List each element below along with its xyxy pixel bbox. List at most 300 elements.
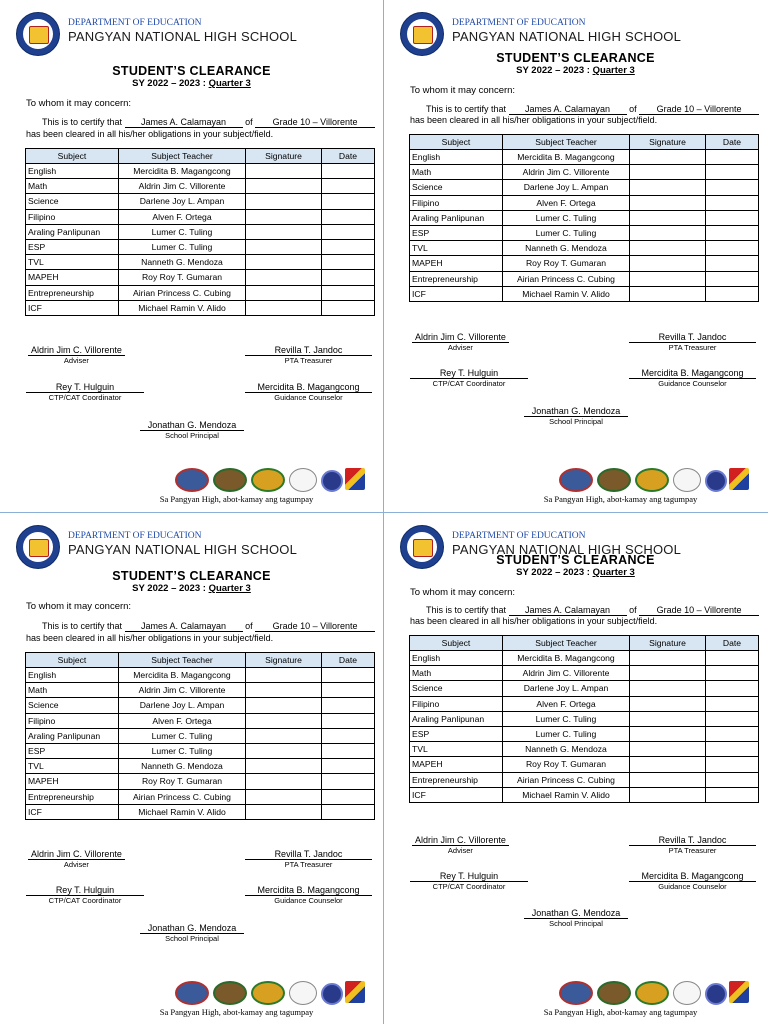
school-motto: Sa Pangyan High, abot-kamay ang tagumpay (159, 494, 314, 504)
subject-cell: Science (26, 698, 119, 713)
pta-signature (629, 332, 756, 352)
teacher-cell: Aldrin Jim C. Villorente (503, 666, 630, 681)
school-motto: Sa Pangyan High, abot-kamay ang tagumpay (159, 1007, 314, 1017)
column-header: Subject Teacher (119, 653, 246, 668)
column-header: Subject (410, 135, 503, 150)
pta-role: PTA Treasurer (284, 860, 333, 869)
teacher-cell: Michael Ramin V. Alido (119, 300, 246, 315)
guidance-role: Guidance Counselor (274, 393, 343, 402)
clearance-card (0, 513, 383, 1025)
principal-role: School Principal (165, 431, 219, 440)
pta-signature (629, 835, 756, 855)
table-row (26, 743, 375, 758)
bagong-pilipinas-icon (729, 981, 749, 1003)
adviser-role: Adviser (447, 846, 473, 855)
date-cell[interactable] (322, 774, 375, 789)
signature-cell[interactable] (630, 742, 706, 757)
date-cell[interactable] (322, 804, 375, 819)
table-header-row (26, 653, 375, 668)
date-cell[interactable] (706, 681, 759, 696)
guidance-name: Mercidita B. Magangcong (245, 885, 372, 896)
signature-cell[interactable] (630, 757, 706, 772)
ctp-name: Rey T. Hulguin (410, 871, 528, 882)
table-row (26, 698, 375, 713)
pta-name: Revilla T. Jandoc (629, 332, 756, 343)
signature-cell[interactable] (630, 651, 706, 666)
teacher-cell: Alven F. Ortega (503, 195, 630, 210)
date-cell[interactable] (322, 759, 375, 774)
teacher-cell: Alven F. Ortega (119, 209, 246, 224)
date-cell[interactable] (322, 668, 375, 683)
subject-cell: Math (26, 683, 119, 698)
date-cell[interactable] (706, 165, 759, 180)
adviser-signature (412, 835, 509, 855)
grade-section: Grade 10 – Villorente (255, 117, 375, 128)
student-name: James A. Calamayan (125, 117, 243, 128)
school-name: PANGYAN NATIONAL HIGH SCHOOL (452, 542, 682, 557)
column-header: Subject Teacher (503, 135, 630, 150)
guidance-signature (629, 871, 756, 891)
column-header: Subject (26, 149, 119, 164)
signature-cell[interactable] (246, 255, 322, 270)
quarter: Quarter 3 (592, 567, 635, 578)
signature-cell[interactable] (246, 164, 322, 179)
date-cell[interactable] (706, 241, 759, 256)
subject-cell: ICF (410, 286, 503, 301)
bagong-pilipinas-icon (345, 468, 365, 490)
subject-cell: English (26, 668, 119, 683)
document-title: STUDENT’S CLEARANCE (496, 553, 655, 567)
emblem-4-icon (289, 981, 317, 1005)
date-cell[interactable] (706, 726, 759, 741)
date-cell[interactable] (322, 270, 375, 285)
date-cell[interactable] (322, 194, 375, 209)
signature-cell[interactable] (246, 179, 322, 194)
date-cell[interactable] (706, 696, 759, 711)
signature-cell[interactable] (246, 804, 322, 819)
emblem-1-icon (559, 981, 593, 1005)
signature-cell[interactable] (246, 668, 322, 683)
teacher-cell: Michael Ramin V. Alido (503, 787, 630, 802)
grade-section: Grade 10 – Villorente (639, 104, 759, 115)
student-name: James A. Calamayan (509, 605, 627, 616)
adviser-name: Aldrin Jim C. Villorente (412, 332, 509, 343)
signature-cell[interactable] (630, 666, 706, 681)
date-cell[interactable] (322, 713, 375, 728)
table-row (26, 209, 375, 224)
subject-cell: Entrepreneurship (410, 271, 503, 286)
clearance-table (25, 652, 375, 820)
department-name: DEPARTMENT OF EDUCATION (68, 531, 202, 541)
deped-seal-icon (705, 470, 727, 492)
signature-cell[interactable] (630, 180, 706, 195)
subject-cell: TVL (26, 255, 119, 270)
signature-cell[interactable] (630, 696, 706, 711)
signature-cell[interactable] (246, 209, 322, 224)
date-cell[interactable] (706, 742, 759, 757)
subject-cell: MAPEH (26, 774, 119, 789)
date-cell[interactable] (706, 256, 759, 271)
date-cell[interactable] (706, 651, 759, 666)
signature-cell[interactable] (630, 271, 706, 286)
table-row (26, 239, 375, 254)
clearance-table (409, 635, 759, 803)
table-row (26, 224, 375, 239)
teacher-cell: Mercidita B. Magangcong (119, 668, 246, 683)
subject-cell: Araling Panlipunan (410, 210, 503, 225)
subject-cell: Araling Panlipunan (410, 711, 503, 726)
school-year-label: SY 2022 – 2023 : (516, 567, 590, 578)
subject-cell: Science (410, 180, 503, 195)
date-cell[interactable] (706, 180, 759, 195)
quarter: Quarter 3 (592, 65, 635, 76)
signature-cell[interactable] (630, 165, 706, 180)
subject-cell: ICF (26, 804, 119, 819)
table-header-row (26, 149, 375, 164)
ctp-role: CTP/CAT Coordinator (48, 896, 122, 905)
document-title: STUDENT’S CLEARANCE (496, 51, 655, 65)
signature-cell[interactable] (246, 698, 322, 713)
table-row (26, 713, 375, 728)
subject-cell: ESP (410, 225, 503, 240)
school-year-label: SY 2022 – 2023 : (516, 65, 590, 76)
signature-cell[interactable] (246, 774, 322, 789)
certify-prefix: This is to certify that (42, 117, 123, 127)
table-row (410, 256, 759, 271)
emblem-4-icon (673, 468, 701, 492)
emblem-1-icon (559, 468, 593, 492)
subject-cell: Math (410, 165, 503, 180)
teacher-cell: Roy Roy T. Gumaran (119, 774, 246, 789)
principal-signature (524, 908, 628, 928)
student-name: James A. Calamayan (509, 104, 627, 115)
cleared-statement: has been cleared in all his/her obligations in your subject/field. (26, 633, 274, 643)
signature-cell[interactable] (630, 150, 706, 165)
teacher-cell: Lumer C. Tuling (119, 239, 246, 254)
emblem-3-icon (251, 468, 285, 492)
date-cell[interactable] (706, 666, 759, 681)
principal-signature (524, 406, 628, 426)
subject-cell: ESP (410, 726, 503, 741)
deped-seal-icon (321, 470, 343, 492)
table-row (410, 210, 759, 225)
subject-cell: TVL (26, 759, 119, 774)
document-title: STUDENT’S CLEARANCE (112, 64, 271, 78)
table-row (410, 681, 759, 696)
teacher-cell: Lumer C. Tuling (503, 225, 630, 240)
adviser-name: Aldrin Jim C. Villorente (28, 345, 125, 356)
table-body (410, 651, 759, 803)
table-row (26, 683, 375, 698)
teacher-cell: Lumer C. Tuling (119, 743, 246, 758)
table-row (410, 726, 759, 741)
date-cell[interactable] (706, 757, 759, 772)
adviser-signature (28, 849, 125, 869)
date-cell[interactable] (706, 271, 759, 286)
teacher-cell: Roy Roy T. Gumaran (503, 757, 630, 772)
date-cell[interactable] (706, 210, 759, 225)
date-cell[interactable] (322, 300, 375, 315)
teacher-cell: Airian Princess C. Cubing (503, 271, 630, 286)
table-row (410, 180, 759, 195)
date-cell[interactable] (706, 225, 759, 240)
date-cell[interactable] (706, 787, 759, 802)
subject-cell: Science (26, 194, 119, 209)
teacher-cell: Airian Princess C. Cubing (119, 789, 246, 804)
certify-prefix: This is to certify that (42, 621, 123, 631)
teacher-cell: Aldrin Jim C. Villorente (119, 179, 246, 194)
emblem-4-icon (673, 981, 701, 1005)
teacher-cell: Lumer C. Tuling (503, 726, 630, 741)
table-body (26, 164, 375, 316)
school-name: PANGYAN NATIONAL HIGH SCHOOL (452, 29, 682, 44)
date-cell[interactable] (322, 285, 375, 300)
teacher-cell: Lumer C. Tuling (503, 210, 630, 225)
signature-cell[interactable] (630, 225, 706, 240)
school-year (384, 567, 767, 578)
table-row (26, 270, 375, 285)
signature-cell[interactable] (630, 195, 706, 210)
emblem-2-icon (597, 981, 631, 1005)
teacher-cell: Nanneth G. Mendoza (119, 255, 246, 270)
subject-cell: Filipino (26, 209, 119, 224)
table-row (26, 255, 375, 270)
teacher-cell: Mercidita B. Magangcong (119, 164, 246, 179)
cleared-statement: has been cleared in all his/her obligations in your subject/field. (410, 616, 658, 626)
emblem-2-icon (213, 468, 247, 492)
guidance-signature (245, 382, 372, 402)
school-year (0, 78, 383, 89)
emblem-3-icon (251, 981, 285, 1005)
subject-cell: Araling Panlipunan (26, 728, 119, 743)
date-cell[interactable] (706, 286, 759, 301)
teacher-cell: Aldrin Jim C. Villorente (119, 683, 246, 698)
student-name: James A. Calamayan (125, 621, 243, 632)
emblem-row (559, 468, 749, 494)
date-cell[interactable] (322, 728, 375, 743)
signature-cell[interactable] (630, 241, 706, 256)
date-cell[interactable] (322, 209, 375, 224)
table-row (26, 728, 375, 743)
table-row (410, 651, 759, 666)
signature-cell[interactable] (246, 285, 322, 300)
emblem-1-icon (175, 468, 209, 492)
table-row (410, 165, 759, 180)
subject-cell: Filipino (410, 195, 503, 210)
quarter: Quarter 3 (208, 78, 251, 89)
emblem-row (175, 981, 365, 1007)
column-header: Subject Teacher (119, 149, 246, 164)
pta-signature (245, 345, 372, 365)
date-cell[interactable] (322, 179, 375, 194)
subject-cell: Entrepreneurship (410, 772, 503, 787)
table-row (26, 179, 375, 194)
principal-role: School Principal (549, 417, 603, 426)
school-name: PANGYAN NATIONAL HIGH SCHOOL (68, 542, 298, 557)
teacher-cell: Alven F. Ortega (503, 696, 630, 711)
date-cell[interactable] (322, 698, 375, 713)
salutation: To whom it may concern: (26, 98, 132, 109)
certify-prefix: This is to certify that (426, 605, 507, 615)
date-cell[interactable] (322, 164, 375, 179)
emblem-3-icon (635, 468, 669, 492)
signature-cell[interactable] (630, 256, 706, 271)
adviser-name: Aldrin Jim C. Villorente (28, 849, 125, 860)
teacher-cell: Michael Ramin V. Alido (119, 804, 246, 819)
department-name: DEPARTMENT OF EDUCATION (452, 531, 586, 541)
teacher-cell: Roy Roy T. Gumaran (503, 256, 630, 271)
column-header: Subject (26, 653, 119, 668)
emblem-2-icon (213, 981, 247, 1005)
table-header-row (410, 636, 759, 651)
ctp-role: CTP/CAT Coordinator (48, 393, 122, 402)
teacher-cell: Darlene Joy L. Ampan (119, 194, 246, 209)
school-motto: Sa Pangyan High, abot-kamay ang tagumpay (543, 494, 698, 504)
signature-cell[interactable] (246, 683, 322, 698)
teacher-cell: Aldrin Jim C. Villorente (503, 165, 630, 180)
school-year (384, 65, 767, 76)
ctp-role: CTP/CAT Coordinator (432, 882, 506, 891)
subject-cell: ESP (26, 239, 119, 254)
table-row (26, 285, 375, 300)
table-row (26, 164, 375, 179)
column-header: Signature (246, 653, 322, 668)
ctp-signature (26, 382, 144, 402)
pta-name: Revilla T. Jandoc (629, 835, 756, 846)
signature-cell[interactable] (246, 300, 322, 315)
salutation: To whom it may concern: (26, 601, 132, 612)
table-row (26, 300, 375, 315)
date-cell[interactable] (706, 711, 759, 726)
school-seal-icon (16, 12, 60, 56)
emblem-row (559, 981, 749, 1007)
deped-seal-icon (321, 983, 343, 1005)
date-cell[interactable] (706, 195, 759, 210)
column-header: Date (322, 653, 375, 668)
ctp-signature (26, 885, 144, 905)
certify-of: of (629, 104, 637, 114)
adviser-signature (412, 332, 509, 352)
certification-line (426, 605, 759, 616)
certification-line (426, 104, 759, 115)
certification-line (42, 621, 375, 632)
teacher-cell: Michael Ramin V. Alido (503, 286, 630, 301)
school-seal-icon (400, 12, 444, 56)
signature-cell[interactable] (630, 772, 706, 787)
teacher-cell: Lumer C. Tuling (119, 728, 246, 743)
column-header: Date (706, 135, 759, 150)
guidance-signature (629, 368, 756, 388)
date-cell[interactable] (706, 772, 759, 787)
principal-role: School Principal (549, 919, 603, 928)
certify-of: of (245, 621, 253, 631)
school-name: PANGYAN NATIONAL HIGH SCHOOL (68, 29, 298, 44)
subject-cell: ESP (26, 743, 119, 758)
subject-cell: English (26, 164, 119, 179)
column-header: Subject Teacher (503, 636, 630, 651)
subject-cell: MAPEH (410, 757, 503, 772)
salutation: To whom it may concern: (410, 587, 516, 598)
school-seal-icon (16, 525, 60, 569)
column-header: Signature (630, 636, 706, 651)
adviser-role: Adviser (63, 356, 89, 365)
teacher-cell: Roy Roy T. Gumaran (119, 270, 246, 285)
signature-cell[interactable] (630, 681, 706, 696)
subject-cell: MAPEH (410, 256, 503, 271)
pta-signature (245, 849, 372, 869)
emblem-2-icon (597, 468, 631, 492)
signature-cell[interactable] (246, 743, 322, 758)
school-motto: Sa Pangyan High, abot-kamay ang tagumpay (543, 1007, 698, 1017)
subject-cell: Math (26, 179, 119, 194)
ctp-name: Rey T. Hulguin (410, 368, 528, 379)
ctp-name: Rey T. Hulguin (26, 885, 144, 896)
teacher-cell: Mercidita B. Magangcong (503, 150, 630, 165)
signature-cell[interactable] (630, 711, 706, 726)
date-cell[interactable] (322, 789, 375, 804)
date-cell[interactable] (322, 239, 375, 254)
table-body (26, 668, 375, 820)
ctp-signature (410, 368, 528, 388)
table-row (410, 757, 759, 772)
signature-cell[interactable] (246, 194, 322, 209)
ctp-role: CTP/CAT Coordinator (432, 379, 506, 388)
subject-cell: ICF (26, 300, 119, 315)
signature-cell[interactable] (246, 789, 322, 804)
date-cell[interactable] (706, 150, 759, 165)
signature-cell[interactable] (246, 759, 322, 774)
signature-cell[interactable] (630, 787, 706, 802)
signature-cell[interactable] (246, 224, 322, 239)
date-cell[interactable] (322, 683, 375, 698)
subject-cell: ICF (410, 787, 503, 802)
principal-role: School Principal (165, 934, 219, 943)
cleared-statement: has been cleared in all his/her obligations in your subject/field. (410, 115, 658, 125)
signature-cell[interactable] (630, 210, 706, 225)
signature-cell[interactable] (246, 239, 322, 254)
date-cell[interactable] (322, 255, 375, 270)
guidance-name: Mercidita B. Magangcong (629, 368, 756, 379)
teacher-cell: Nanneth G. Mendoza (503, 742, 630, 757)
ctp-name: Rey T. Hulguin (26, 382, 144, 393)
table-row (26, 804, 375, 819)
quarter: Quarter 3 (208, 583, 251, 594)
department-name: DEPARTMENT OF EDUCATION (68, 18, 202, 28)
signature-cell[interactable] (246, 713, 322, 728)
subject-cell: Araling Panlipunan (26, 224, 119, 239)
subject-cell: Filipino (26, 713, 119, 728)
clearance-card (384, 0, 767, 512)
date-cell[interactable] (322, 743, 375, 758)
table-row (410, 696, 759, 711)
signature-cell[interactable] (246, 728, 322, 743)
subject-cell: Entrepreneurship (26, 789, 119, 804)
cleared-statement: has been cleared in all his/her obligations in your subject/field. (26, 129, 274, 139)
date-cell[interactable] (322, 224, 375, 239)
table-body (410, 150, 759, 302)
bagong-pilipinas-icon (729, 468, 749, 490)
teacher-cell: Lumer C. Tuling (119, 224, 246, 239)
subject-cell: English (410, 651, 503, 666)
guidance-role: Guidance Counselor (658, 882, 727, 891)
signature-cell[interactable] (630, 286, 706, 301)
signature-cell[interactable] (246, 270, 322, 285)
guidance-name: Mercidita B. Magangcong (245, 382, 372, 393)
column-header: Signature (630, 135, 706, 150)
school-year (0, 583, 383, 594)
signature-cell[interactable] (630, 726, 706, 741)
certify-prefix: This is to certify that (426, 104, 507, 114)
